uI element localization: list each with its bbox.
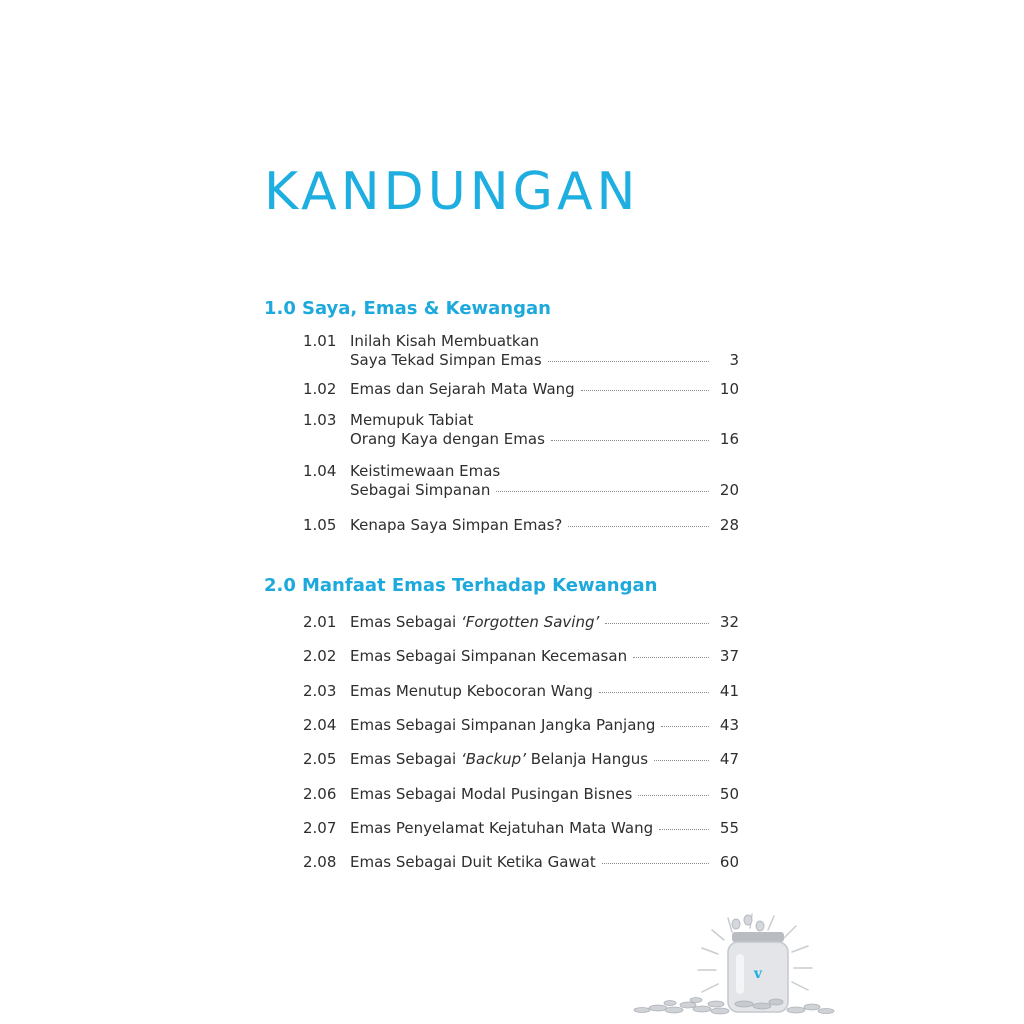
entry-page-number: 43 xyxy=(719,716,739,734)
entry-title: Orang Kaya dengan Emas xyxy=(350,430,545,448)
entry-title: Emas Sebagai Simpanan Kecemasan xyxy=(350,647,628,665)
coin-jar-icon xyxy=(632,910,842,1018)
entry-number: 2.08 xyxy=(303,853,337,871)
entry-number: 1.05 xyxy=(303,516,337,534)
entry-title xyxy=(350,750,648,769)
entry-title-prefix: Emas Sebagai xyxy=(350,613,461,631)
page-folio: v xyxy=(753,966,763,982)
dot-leader xyxy=(605,623,709,624)
entry-page-number: 60 xyxy=(719,853,739,871)
entry-title xyxy=(350,613,599,632)
entry-title-italic: ‘Backup’ xyxy=(460,750,526,768)
entry-page-number: 3 xyxy=(729,351,739,369)
dot-leader xyxy=(602,863,709,864)
dot-leader xyxy=(568,526,709,527)
entry-number: 1.04 xyxy=(303,462,337,480)
entry-title: Saya Tekad Simpan Emas xyxy=(350,351,542,369)
dot-leader xyxy=(638,795,709,796)
entry-page-number: 16 xyxy=(719,430,739,448)
dot-leader xyxy=(659,829,709,830)
entry-page-number: 10 xyxy=(719,380,739,398)
dot-leader xyxy=(551,440,709,441)
entry-title-line1: Memupuk Tabiat xyxy=(350,411,474,429)
entry-number: 2.03 xyxy=(303,682,337,700)
entry-title: Emas Penyelamat Kejatuhan Mata Wang xyxy=(350,819,654,837)
entry-title-line1: Keistimewaan Emas xyxy=(350,462,501,480)
entry-title: Emas Sebagai Simpanan Jangka Panjang xyxy=(350,716,656,734)
entry-title: Emas Menutup Kebocoran Wang xyxy=(350,682,593,700)
entry-page-number: 50 xyxy=(719,785,739,803)
entry-number: 1.03 xyxy=(303,411,337,429)
entry-page-number: 20 xyxy=(719,481,739,499)
section-number: 2.0 xyxy=(264,575,296,596)
entry-title: Emas dan Sejarah Mata Wang xyxy=(350,380,575,398)
dot-leader xyxy=(661,726,709,727)
entry-number: 2.02 xyxy=(303,647,337,665)
entry-number: 2.05 xyxy=(303,750,337,768)
section-heading-1 xyxy=(264,298,551,319)
entry-number: 2.06 xyxy=(303,785,337,803)
entry-page-number: 47 xyxy=(719,750,739,768)
dot-leader xyxy=(633,657,709,658)
entry-title-line1: Inilah Kisah Membuatkan xyxy=(350,332,540,350)
entry-title: Kenapa Saya Simpan Emas? xyxy=(350,516,563,534)
entry-page-number: 32 xyxy=(719,613,739,631)
dot-leader xyxy=(654,760,709,761)
section-heading-2 xyxy=(264,575,657,596)
section-number: 1.0 xyxy=(264,298,296,319)
section-title: Manfaat Emas Terhadap Kewangan xyxy=(302,575,658,596)
section-title: Saya, Emas & Kewangan xyxy=(302,298,551,319)
entry-title: Sebagai Simpanan xyxy=(350,481,491,499)
entry-title-prefix: Emas Sebagai xyxy=(350,750,461,768)
entry-number: 2.01 xyxy=(303,613,337,631)
page-title: KANDUNGAN xyxy=(264,162,640,222)
dot-leader xyxy=(599,692,709,693)
entry-page-number: 28 xyxy=(719,516,739,534)
entry-number: 2.04 xyxy=(303,716,337,734)
entry-title-italic: ‘Forgotten Saving’ xyxy=(460,613,600,631)
dot-leader xyxy=(581,390,709,391)
entry-title: Emas Sebagai Modal Pusingan Bisnes xyxy=(350,785,633,803)
entry-title-suffix: Belanja Hangus xyxy=(525,750,649,768)
entry-number: 1.02 xyxy=(303,380,337,398)
entry-number: 1.01 xyxy=(303,332,337,350)
entry-page-number: 55 xyxy=(719,819,739,837)
dot-leader xyxy=(496,491,709,492)
entry-page-number: 37 xyxy=(719,647,739,665)
entry-title: Emas Sebagai Duit Ketika Gawat xyxy=(350,853,596,871)
entry-number: 2.07 xyxy=(303,819,337,837)
entry-page-number: 41 xyxy=(719,682,739,700)
dot-leader xyxy=(548,361,709,362)
